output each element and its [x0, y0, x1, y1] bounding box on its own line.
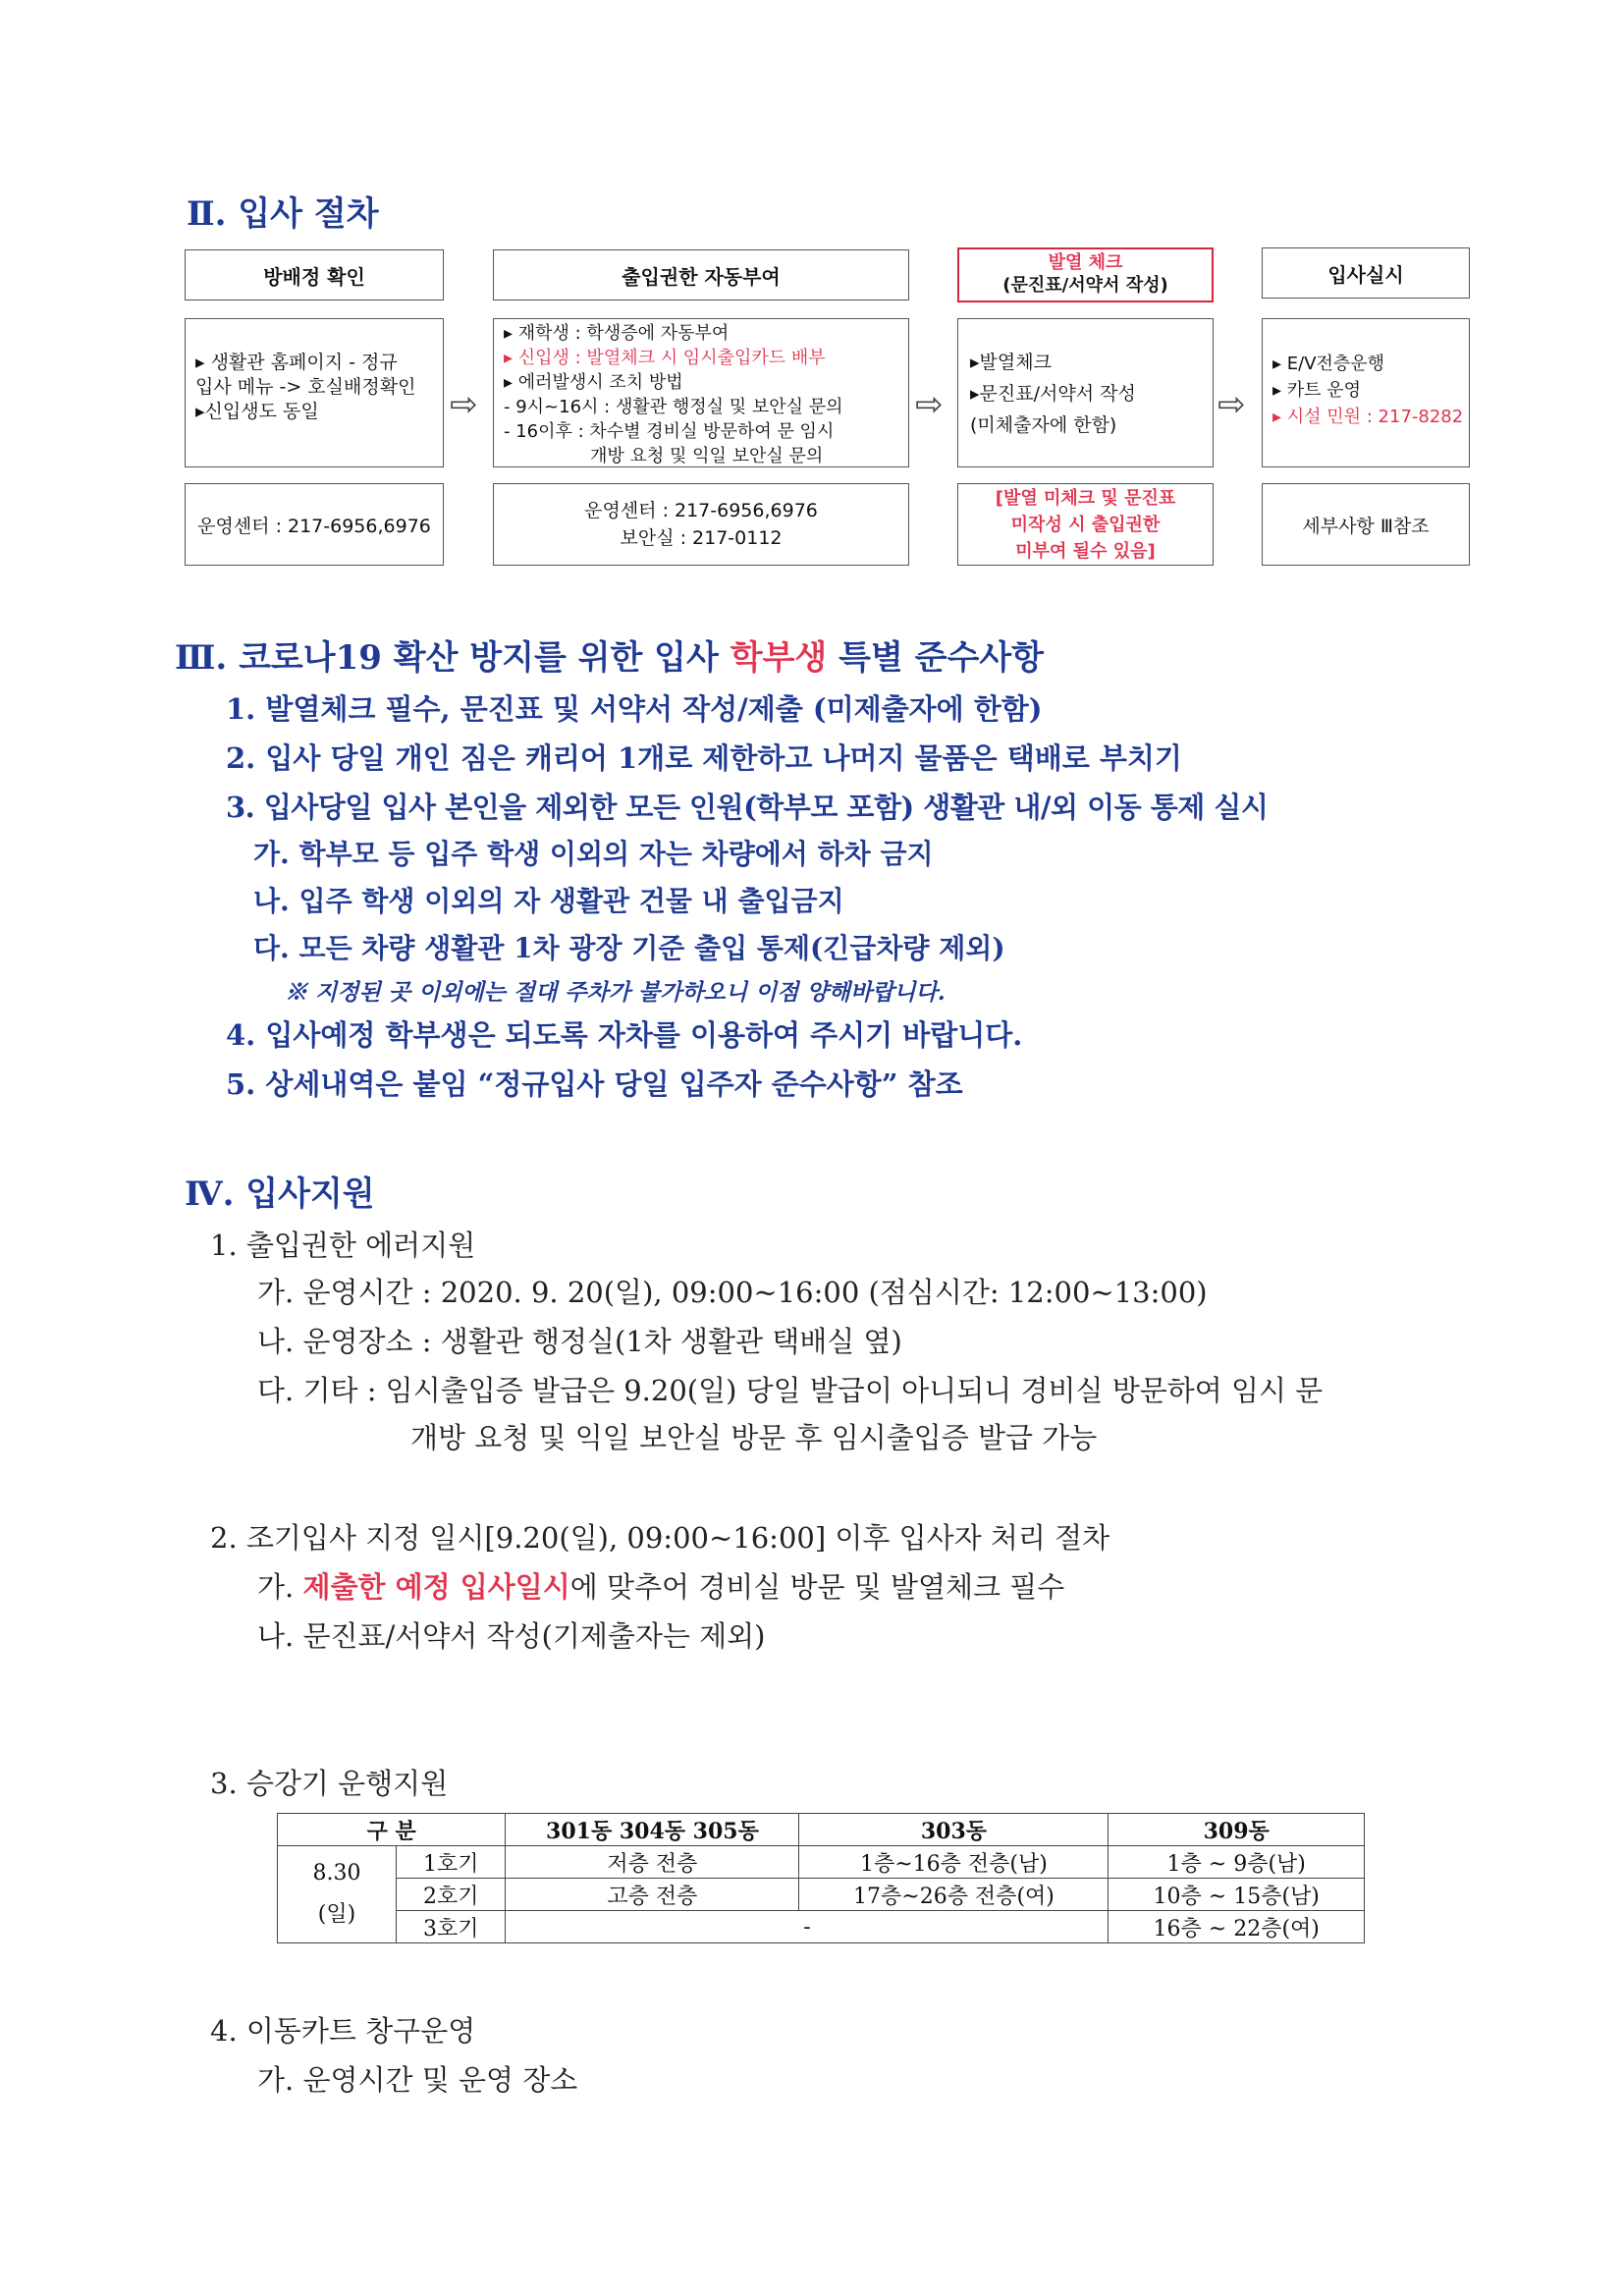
rule-3: 3. 입사당일 입사 본인을 제외한 모든 인원(학부모 포함) 생활관 내/외 이동 통제 실시 — [226, 791, 1269, 824]
section-4-title: Ⅳ. 입사지원 — [185, 1175, 375, 1214]
room-check-box — [185, 318, 444, 467]
rule-3-a: 가. 학부모 등 입주 학생 이외의 자는 차량에서 하차 금지 — [253, 838, 934, 870]
header-access-grant: 출입권한 자동부여 — [493, 249, 909, 301]
table-head-cell: 구 분 — [278, 1814, 506, 1846]
move-in-box — [1262, 318, 1470, 467]
table-cell: 3호기 — [397, 1911, 506, 1943]
support-3-title: 3. 승강기 운행지원 — [210, 1767, 449, 1800]
arrow-1: ⇨ — [450, 385, 478, 424]
parking-note: ※ 지정된 곳 이외에는 절대 주차가 불가하오니 이점 양해바랍니다. — [285, 979, 946, 1006]
table-head-cell: 309동 — [1109, 1814, 1365, 1846]
access-contact-center: 운영센터 : 217-6956,6976 — [584, 500, 818, 521]
rule-3-b: 나. 입주 학생 이외의 자 생활관 건물 내 출입금지 — [253, 885, 844, 917]
support-2-a-red: 제출한 예정 입사일시 — [302, 1570, 570, 1604]
support-2-a — [257, 1565, 1064, 1606]
section-3-title-b: 특별 준수사항 — [827, 638, 1045, 678]
table-head-cell: 301동 304동 305동 — [506, 1814, 799, 1846]
table-cell: 16층 ~ 22층(여) — [1109, 1911, 1365, 1943]
support-1-b: 나. 운영장소 : 생활관 행정실(1차 생활관 택배실 옆) — [257, 1325, 902, 1358]
access-line-new-student: ▸ 신입생 : 발열체크 시 임시출입카드 배부 — [504, 348, 826, 368]
support-1-title: 1. 출입권한 에러지원 — [210, 1229, 476, 1262]
table-header-row — [278, 1814, 1365, 1846]
table-head-cell: 303동 — [799, 1814, 1109, 1846]
table-cell: 10층 ~ 15층(남) — [1109, 1879, 1365, 1911]
section-3-title — [175, 630, 1044, 679]
access-grant-box — [493, 318, 909, 467]
fever-warning — [957, 483, 1214, 566]
room-check-line: ▸신입생도 동일 — [195, 401, 319, 422]
room-check-line: ▸ 생활관 홈페이지 - 정규 — [195, 352, 398, 373]
move-in-note: 세부사항 Ⅲ참조 — [1262, 483, 1470, 566]
rule-4: 4. 입사예정 학부생은 되도록 자차를 이용하여 주시기 바랍니다. — [226, 1018, 1023, 1052]
room-check-contact: 운영센터 : 217-6956,6976 — [185, 483, 444, 566]
table-date-cell — [278, 1846, 397, 1943]
table-day: (일) — [317, 1902, 356, 1927]
support-2-a-post: 에 맞추어 경비실 방문 및 발열체크 필수 — [569, 1570, 1065, 1604]
rule-1: 1. 발열체크 필수, 문진표 및 서약서 작성/제출 (미제출자에 한함) — [226, 692, 1043, 726]
header-fever-check — [957, 247, 1214, 302]
move-in-line-facility: ▸ 시설 민원 : 217-8282 — [1272, 407, 1464, 427]
support-2-title: 2. 조기입사 지정 일시[9.20(일), 09:00~16:00] 이후 입사자 처리 절차 — [210, 1521, 1110, 1555]
support-1-c1: 다. 기타 : 임시출입증 발급은 9.20(일) 당일 발급이 아니되니 경비실 방문하여 임시 문 — [257, 1374, 1324, 1407]
access-line: ▸ 에러발생시 조치 방법 — [504, 372, 683, 393]
room-check-line: 입사 메뉴 -> 호실배정확인 — [195, 376, 416, 398]
section-3-title-a: Ⅲ. 코로나19 확산 방지를 위한 입사 — [175, 638, 730, 678]
table-cell: 2호기 — [397, 1879, 506, 1911]
table-cell: 1층~16층 전층(남) — [799, 1846, 1109, 1879]
arrow-2: ⇨ — [915, 385, 944, 424]
section-2-title: Ⅱ. 입사 절차 — [187, 194, 379, 234]
access-grant-contact — [493, 483, 909, 566]
access-contact-security: 보안실 : 217-0112 — [620, 527, 783, 549]
header-fever-check-line2: (문진표/서약서 작성) — [1002, 275, 1168, 296]
table-row — [278, 1879, 1365, 1911]
table-cell: - — [506, 1911, 1109, 1943]
header-room-check: 방배정 확인 — [185, 249, 444, 301]
rule-5: 5. 상세내역은 붙임 “정규입사 당일 입주자 준수사항” 참조 — [226, 1067, 963, 1101]
fever-line: ▸발열체크 — [970, 352, 1052, 373]
header-fever-check-line1: 발열 체크 — [1048, 252, 1123, 273]
support-4-a: 가. 운영시간 및 운영 장소 — [257, 2063, 578, 2097]
table-row — [278, 1911, 1365, 1943]
table-cell: 고층 전층 — [506, 1879, 799, 1911]
access-line: 개방 요청 및 익일 보안실 문의 — [590, 446, 824, 466]
table-cell: 17층~26층 전층(여) — [799, 1879, 1109, 1911]
access-line: ▸ 재학생 : 학생증에 자동부여 — [504, 323, 730, 344]
table-cell: 저층 전층 — [506, 1846, 799, 1879]
table-cell: 1호기 — [397, 1846, 506, 1879]
arrow-3: ⇨ — [1217, 385, 1246, 424]
fever-line: (미체출자에 한함) — [970, 414, 1117, 436]
fever-line: ▸문진표/서약서 작성 — [970, 383, 1136, 405]
support-4-title: 4. 이동카트 창구운영 — [210, 2014, 476, 2048]
support-2-a-pre: 가. — [257, 1570, 303, 1604]
access-line: - 16이후 : 차수별 경비실 방문하여 문 임시 — [504, 421, 835, 442]
fever-warning-line: 미부여 될수 있음] — [1015, 540, 1156, 562]
table-cell: 1층 ~ 9층(남) — [1109, 1846, 1365, 1879]
support-1-a: 가. 운영시간 : 2020. 9. 20(일), 09:00~16:00 (점심시간: 12:00~13:00) — [257, 1276, 1208, 1309]
support-2-b: 나. 문진표/서약서 작성(기제출자는 제외) — [257, 1619, 766, 1653]
rule-3-c: 다. 모든 차량 생활관 1차 광장 기준 출입 통제(긴급차량 제외) — [253, 932, 1005, 964]
rule-2: 2. 입사 당일 개인 짐은 캐리어 1개로 제한하고 나머지 물품은 택배로 부치기 — [226, 741, 1182, 775]
table-row — [278, 1846, 1365, 1879]
move-in-line: ▸ E/V전층운행 — [1272, 354, 1385, 374]
support-1-c2: 개방 요청 및 익일 보안실 방문 후 임시출입증 발급 가능 — [410, 1421, 1098, 1454]
fever-warning-line: 미작성 시 출입권한 — [1010, 514, 1161, 535]
elevator-table — [277, 1813, 1365, 1943]
move-in-line: ▸ 카트 운영 — [1272, 380, 1362, 401]
table-date: 8.30 — [312, 1861, 361, 1886]
fever-check-box — [957, 318, 1214, 467]
access-line: - 9시~16시 : 생활관 행정실 및 보안실 문의 — [504, 397, 843, 417]
header-move-in: 입사실시 — [1262, 247, 1470, 299]
section-3-title-red: 학부생 — [730, 638, 828, 678]
fever-warning-line: [발열 미체크 및 문진표 — [995, 487, 1176, 509]
